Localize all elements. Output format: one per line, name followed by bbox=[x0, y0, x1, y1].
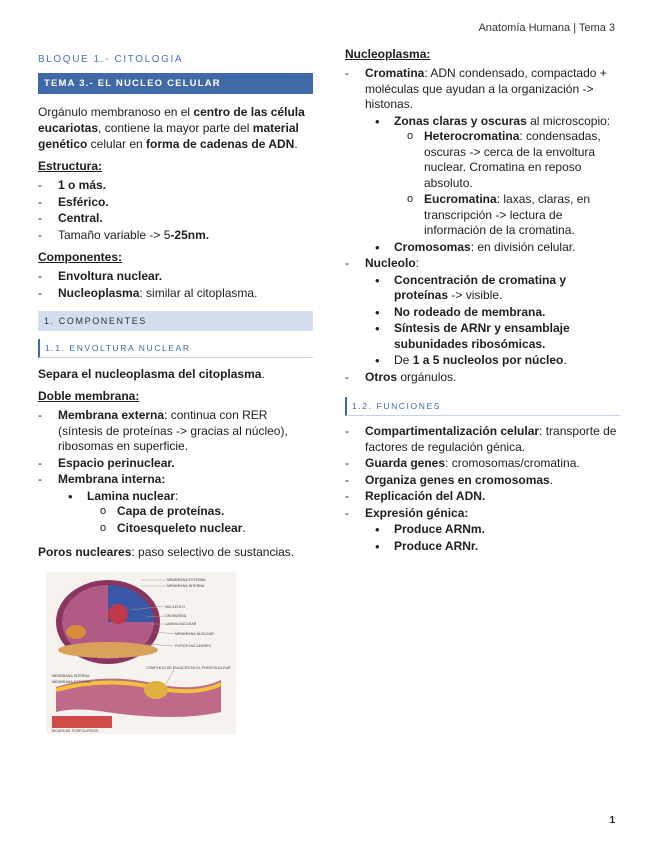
list-item: - Central. bbox=[38, 211, 313, 227]
page-number: 1 bbox=[609, 815, 615, 826]
list-item: • De 1 a 5 nucleolos por núcleo. bbox=[365, 353, 620, 369]
list-item: - Organiza genes en cromosomas. bbox=[345, 473, 620, 489]
list-item: - Nucleolo: • Concentración de cromatina y proteínas -> visible. • No rodeado de membrana. • Síntesis de ARNr y ensamblaje subunidades ribosómicas. • De 1 a 5 nucleolos por núcleo. bbox=[345, 256, 620, 369]
figure-label: LAMINA NUCLEAR bbox=[165, 622, 197, 626]
list-item: - Membrana interna: • Lamina nuclear: o Capa de proteínas. o Citoesqueleto nuclear. bbox=[38, 472, 313, 536]
list-item: • Produce ARNr. bbox=[365, 539, 620, 555]
list-item: • Síntesis de ARNr y ensamblaje subunidades ribosómicas. bbox=[365, 321, 620, 352]
list-item: - Envoltura nuclear. bbox=[38, 269, 313, 285]
list-item: - Esférico. bbox=[38, 195, 313, 211]
subsection-heading-envoltura: 1.1. ENVOLTURA NUCLEAR bbox=[38, 339, 313, 358]
estructura-list bbox=[38, 178, 313, 243]
list-item: o Eucromatina: laxas, claras, en transcripción -> lectura de información de la cromatina. bbox=[394, 192, 620, 239]
list-item: - 1 o más. bbox=[38, 178, 313, 194]
list-item: - Tamaño variable -> 5-25nm. bbox=[38, 228, 313, 244]
figure-label: COMPLEJO DE ENLACES EN EL PORO NUCLEAR bbox=[146, 666, 231, 670]
list-item: - Replicación del ADN. bbox=[345, 489, 620, 505]
right-column bbox=[345, 46, 620, 555]
figure-label: CROMATINA bbox=[165, 614, 187, 618]
list-item: - Espacio perinuclear. bbox=[38, 456, 313, 472]
figure-label: MEMBRANA INTERNA bbox=[167, 584, 205, 588]
figure-label: NUCLEOLO bbox=[165, 605, 185, 609]
list-item: o Citoesqueleto nuclear. bbox=[87, 521, 313, 537]
section-heading-componentes: 1. COMPONENTES bbox=[38, 311, 313, 331]
subsection-heading-funciones: 1.2. FUNCIONES bbox=[345, 397, 620, 416]
figure-label: POROS NUCLEARES bbox=[175, 644, 211, 648]
figure-label: BICAPA DE FOSFOLIPIDOS bbox=[52, 729, 99, 733]
funciones-list bbox=[345, 424, 620, 554]
list-item: o Capa de proteínas. bbox=[87, 504, 313, 520]
left-column bbox=[38, 52, 313, 734]
poros-paragraph: Poros nucleares: paso selectivo de sustancias. bbox=[38, 545, 295, 559]
list-item: o Heterocromatina: condensadas, oscuras -> cerca de la envoltura nuclear. Cromatina en reposo absoluto. bbox=[394, 129, 620, 191]
list-item: - Guarda genes: cromosomas/cromatina. bbox=[345, 456, 620, 472]
list-item: - Nucleoplasma: similar al citoplasma. bbox=[38, 286, 313, 302]
list-item: - Cromatina: ADN condensado, compactado + moléculas que ayudan a la organización -> histonas. • Zonas claras y oscuras al microscopio: o Heterocromatina: condensadas, oscuras -> cerca de la envoltura nuclear. Cromatina en reposo absoluto. o Eucromatina: laxas, claras, en transcripción -> lectura de información de la cromatina. • Cromosomas: en división celular. bbox=[345, 66, 620, 255]
componentes-heading: Componentes: bbox=[38, 250, 122, 264]
list-item: • Concentración de cromatina y proteínas -> visible. bbox=[365, 273, 620, 304]
estructura-heading: Estructura: bbox=[38, 159, 103, 173]
running-header: Anatomía Humana | Tema 3 bbox=[478, 22, 615, 34]
nucleoplasma-list bbox=[345, 66, 620, 385]
separa-paragraph: Separa el nucleoplasma del citoplasma. bbox=[38, 367, 265, 381]
doble-membrana-list bbox=[38, 408, 313, 536]
intro-paragraph: Orgánulo membranoso en el centro de las célula eucariotas, contiene la mayor parte del material genético celular en forma de cadenas de ADN. bbox=[38, 105, 305, 151]
componentes-list bbox=[38, 269, 313, 301]
topic-banner: TEMA 3.- EL NUCLEO CELULAR bbox=[38, 73, 313, 94]
figure-label: MEMBRANA NUCLEAR bbox=[175, 632, 214, 636]
nucleus-illustration bbox=[46, 572, 236, 734]
list-item: • Produce ARNm. bbox=[365, 522, 620, 538]
figure-label: MEMBRANA EXTERNA bbox=[52, 680, 91, 684]
doble-membrana-heading: Doble membrana: bbox=[38, 389, 140, 403]
list-item: • Zonas claras y oscuras al microscopio: o Heterocromatina: condensadas, oscuras -> cerca de la envoltura nuclear. Cromatina en reposo absoluto. o Eucromatina: laxas, claras, en transcripción -> lectura de información de la cromatina. bbox=[365, 114, 620, 239]
list-item: - Membrana externa: continua con RER (síntesis de proteínas -> gracias al núcleo), ribosomas en superficie. bbox=[38, 408, 313, 455]
figure-label: MEMBRANA INTERNA bbox=[52, 674, 90, 678]
nucleoplasma-heading: Nucleoplasma: bbox=[345, 47, 431, 61]
list-item: - Expresión génica: • Produce ARNm. • Produce ARNr. bbox=[345, 506, 620, 555]
list-item: - Otros orgánulos. bbox=[345, 370, 620, 386]
figure-label: MEMBRANA EXTERNA bbox=[167, 578, 206, 582]
list-item: • No rodeado de membrana. bbox=[365, 305, 620, 321]
list-item: • Cromosomas: en división celular. bbox=[365, 240, 620, 256]
block-title: BLOQUE 1.- CITOLOGIA bbox=[38, 54, 184, 65]
nucleus-diagram bbox=[46, 572, 236, 734]
list-item: • Lamina nuclear: o Capa de proteínas. o Citoesqueleto nuclear. bbox=[58, 489, 313, 537]
list-item: - Compartimentalización celular: transporte de factores de regulación génica. bbox=[345, 424, 620, 455]
